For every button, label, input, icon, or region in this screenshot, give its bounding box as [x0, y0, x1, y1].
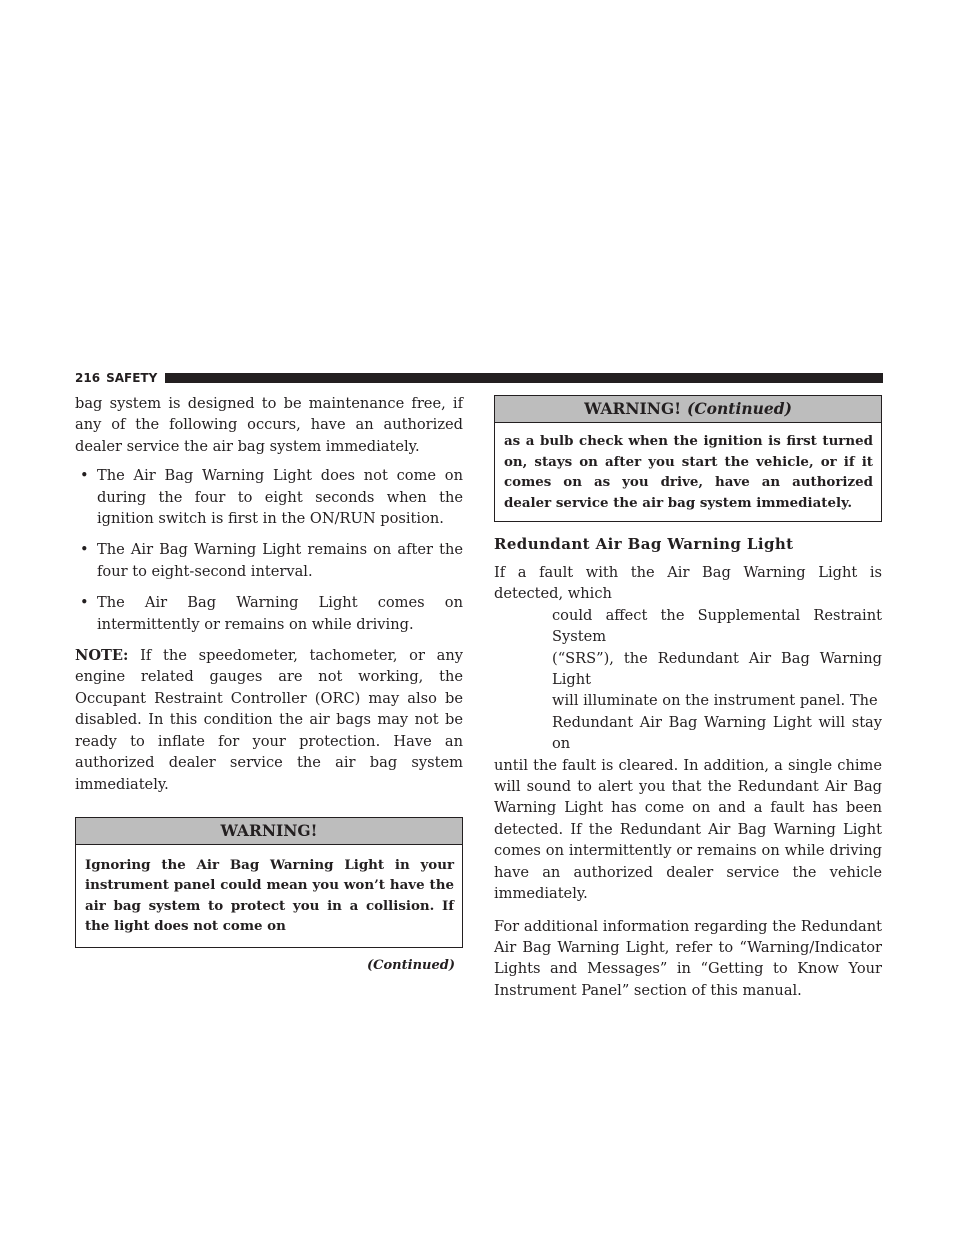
header-rule [165, 373, 883, 383]
page-header [75, 371, 883, 385]
indented-line: will illuminate on the instrument panel. The [552, 692, 878, 710]
bullet-icon: • [80, 594, 89, 612]
note-text: If the speedometer, tachometer, or any engine related gauges are not working, the Occupant Restraint Controller (ORC) may also be disabled. In this condition the air bags may not be ready to inflate for your protection. Have an authorized dealer service the air bag system immediately. [75, 647, 463, 793]
list-item [75, 465, 463, 529]
warning-box-continued [494, 395, 882, 522]
paragraph-first-line: If a fault with the Air Bag Warning Light is detected, which [494, 564, 882, 603]
continued-label: (Continued) [367, 957, 455, 973]
bullet-icon: • [80, 467, 89, 485]
section-title: SAFETY [106, 371, 158, 385]
warning-light-conditions-list [75, 465, 463, 635]
indented-line: (“SRS”), the Redundant Air Bag Warning Light [552, 649, 882, 689]
list-item [75, 592, 463, 635]
warning-text: Ignoring the Air Bag Warning Light in your instrument panel could mean you won’t have the air bag system to protect you in a collision. If the light does not come on [85, 856, 454, 935]
section-heading: Redundant Air Bag Warning Light [494, 535, 794, 553]
indented-line: Redundant Air Bag Warning Light will stay on [552, 713, 882, 753]
warning-title: WARNING! [584, 399, 682, 418]
indented-line: could affect the Supplemental Restraint System [552, 606, 882, 646]
note-label: NOTE: [75, 647, 129, 665]
warning-box [75, 817, 463, 948]
list-item [75, 539, 463, 582]
note-paragraph [75, 645, 463, 795]
list-item-text: The Air Bag Warning Light remains on after the four to eight-second interval. [97, 541, 463, 580]
paragraph-remainder: until the fault is cleared. In addition, a single chime will sound to alert you that the Redundant Air Bag Warning Light has come on and a fault has been detected. If the Redundant Air Bag Warning Light comes on intermittently or remains on while driving have an authorized dealer service the vehicle immediately. [494, 756, 882, 903]
left-column [75, 393, 463, 973]
warning-title: WARNING! [76, 818, 462, 845]
list-item-text: The Air Bag Warning Light does not come on during the four to eight seconds when the ignition switch is first in the ON/RUN position. [97, 467, 463, 528]
warning-heading [495, 396, 881, 423]
additional-info-paragraph: For additional information regarding the Redundant Air Bag Warning Light, refer to “Warning/Indicator Lights and Messages” in “Getting to Know Your Instrument Panel” section of this manual. [494, 917, 882, 999]
list-item-text: The Air Bag Warning Light comes on intermittently or remains on while driving. [97, 594, 463, 633]
right-column [494, 393, 882, 1001]
warning-text: as a bulb check when the ignition is first turned on, stays on after you start the vehicle, or if it comes on as you drive, have an authorized dealer service the air bag system immediately. [504, 433, 873, 511]
warning-continued-label: (Continued) [687, 399, 792, 418]
intro-paragraph: bag system is designed to be maintenance free, if any of the following occurs, have an authorized dealer service the air bag system immediately. [75, 395, 463, 455]
page-number: 216 [75, 371, 101, 385]
bullet-icon: • [80, 541, 89, 559]
redundant-light-paragraph [494, 562, 882, 905]
